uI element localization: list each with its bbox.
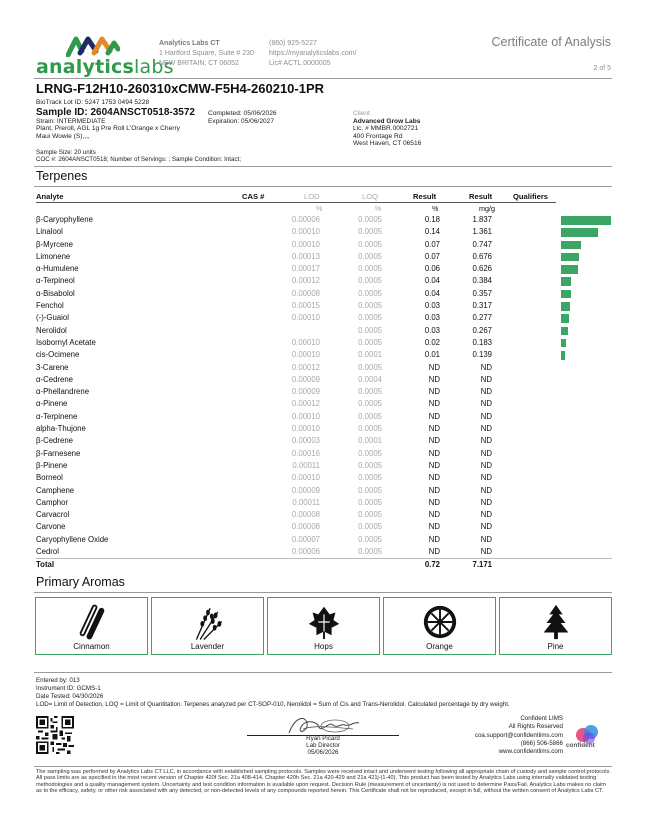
analyte-cell: β-Myrcene xyxy=(36,239,73,249)
result-pct-cell: 0.01 xyxy=(424,350,440,360)
lims-rights: All Rights Reserved xyxy=(508,723,563,731)
loq-cell: 0.0005 xyxy=(358,288,382,298)
result-pct-cell: ND xyxy=(428,448,440,458)
result-mg-cell: 0.277 xyxy=(472,313,492,323)
result-pct-cell: ND xyxy=(428,460,440,470)
aroma-card-orange xyxy=(383,597,496,655)
loq-cell: 0.0005 xyxy=(358,215,382,224)
sample-size-block xyxy=(36,149,241,163)
result-bar xyxy=(561,228,598,237)
analyte-cell: α-Terpineol xyxy=(36,276,75,286)
table-header xyxy=(36,192,612,202)
lab-info xyxy=(159,39,254,69)
lod-cell: 0.00006 xyxy=(291,215,320,224)
analyte-cell: 3-Carene xyxy=(36,362,69,372)
lab-address-2: NEW BRITAIN, CT 06052 xyxy=(159,60,239,67)
aroma-label: Pine xyxy=(547,642,564,651)
signer-block xyxy=(247,736,399,756)
table-row xyxy=(36,386,612,398)
aromas-divider xyxy=(34,592,612,593)
sample-dates xyxy=(208,110,277,125)
unit-result-pct: % xyxy=(432,204,439,213)
analyte-cell: Caryophyllene Oxide xyxy=(36,534,109,544)
loq-cell: 0.0005 xyxy=(358,227,382,237)
result-pct-cell: 0.07 xyxy=(424,239,440,249)
lod-cell: 0.00003 xyxy=(291,436,320,446)
lod-cell: 0.00007 xyxy=(291,534,320,544)
result-pct-cell: 0.03 xyxy=(424,301,440,311)
col-cas: CAS # xyxy=(242,192,265,201)
lod-cell: 0.00009 xyxy=(291,387,320,397)
result-bar xyxy=(561,253,579,262)
analyte-cell: β-Pinene xyxy=(36,460,68,470)
analyte-cell: Limonene xyxy=(36,251,71,261)
lims-website[interactable]: www.confidentlims.com xyxy=(498,748,563,756)
table-row xyxy=(36,460,612,472)
table-row xyxy=(36,251,612,263)
aroma-label: Hops xyxy=(314,642,333,651)
lab-contact xyxy=(269,39,357,69)
aroma-label: Cinnamon xyxy=(73,642,110,651)
lod-cell: 0.00009 xyxy=(291,485,320,495)
analyte-cell: α-Bisabolol xyxy=(36,288,75,298)
sample-size: Sample Size: 20 units xyxy=(36,149,96,156)
result-pct-cell: ND xyxy=(428,436,440,446)
pine-icon xyxy=(537,603,575,641)
table-total-row xyxy=(36,558,612,570)
lod-cell: 0.00006 xyxy=(291,547,320,557)
result-pct-cell: ND xyxy=(428,485,440,495)
lab-license: Lic# ACTL.0000005 xyxy=(269,60,331,67)
product-line-2: Maui Wowie (S),,,, xyxy=(36,132,90,140)
analyte-cell: cis-Ocimene xyxy=(36,350,80,360)
total-pct: 0.72 xyxy=(424,560,440,570)
table-row xyxy=(36,239,612,251)
date-tested: Date Tested: 04/30/2026 xyxy=(36,693,104,700)
terpenes-title: Terpenes xyxy=(36,169,88,183)
lims-email[interactable]: coa.support@confidentlims.com xyxy=(474,731,563,739)
lab-website[interactable]: https://myanalyticslabs.com/ xyxy=(269,50,357,57)
loq-cell: 0.0005 xyxy=(358,534,382,544)
result-pct-cell: ND xyxy=(428,411,440,421)
result-mg-cell: ND xyxy=(480,387,492,397)
result-mg-cell: 0.357 xyxy=(472,288,492,298)
client-label: Client xyxy=(353,110,370,117)
lod-cell: 0.00010 xyxy=(291,313,320,323)
loq-cell: 0.0005 xyxy=(358,497,382,507)
result-mg-cell: 0.139 xyxy=(472,350,492,360)
result-bar xyxy=(561,265,578,274)
cinnamon-icon xyxy=(73,603,111,641)
lod-cell: 0.00009 xyxy=(291,374,320,384)
result-bar xyxy=(561,277,571,286)
total-label: Total xyxy=(36,560,55,570)
result-pct-cell: 0.18 xyxy=(424,215,440,224)
expiration-date: Expiration: 05/06/2027 xyxy=(208,117,274,125)
loq-cell: 0.0005 xyxy=(358,411,382,421)
result-mg-cell: ND xyxy=(480,547,492,557)
table-row xyxy=(36,472,612,484)
result-pct-cell: ND xyxy=(428,522,440,532)
lod-cell: 0.00012 xyxy=(291,362,320,372)
result-mg-cell: 1.837 xyxy=(472,215,492,224)
result-pct-cell: ND xyxy=(428,473,440,483)
lod-cell: 0.00010 xyxy=(291,337,320,347)
loq-cell: 0.0005 xyxy=(358,362,382,372)
result-mg-cell: ND xyxy=(480,534,492,544)
col-result-pct: Result xyxy=(413,192,437,201)
qr-code[interactable] xyxy=(36,716,74,754)
terpenes-divider xyxy=(34,166,612,167)
header-divider xyxy=(34,78,612,79)
aromas-title: Primary Aromas xyxy=(36,575,125,589)
aroma-label: Orange xyxy=(426,642,453,651)
lod-cell: 0.00010 xyxy=(291,239,320,249)
result-bar xyxy=(561,302,570,311)
aroma-card-hops xyxy=(267,597,380,655)
completed-date: Completed: 05/06/2026 xyxy=(208,110,277,117)
analyte-cell: (-)-Guaiol xyxy=(36,313,69,323)
table-row xyxy=(36,288,612,300)
client-address-2: West Haven, CT 06516 xyxy=(353,140,422,148)
lims-phone: (866) 506-5866 xyxy=(520,739,563,747)
analyte-cell: Borneol xyxy=(36,473,63,483)
result-mg-cell: 0.626 xyxy=(472,264,492,274)
loq-cell: 0.0005 xyxy=(358,325,382,335)
lab-address-1: 1 Hartford Square, Suite # 230 xyxy=(159,50,254,57)
lab-phone: (860) 925-5227 xyxy=(269,40,317,47)
lod-cell: 0.00016 xyxy=(291,448,320,458)
loq-cell: 0.0001 xyxy=(358,350,382,360)
loq-cell: 0.0005 xyxy=(358,251,382,261)
loq-cell: 0.0005 xyxy=(358,276,382,286)
confident-logo-text: confident xyxy=(566,742,595,749)
sample-id: Sample ID: 2604ANSCT0518-3572 xyxy=(36,106,195,118)
signer-name: Ryan Picard xyxy=(306,735,340,742)
lab-name: Analytics Labs CT xyxy=(159,40,220,47)
lod-cell: 0.00011 xyxy=(292,460,320,470)
col-analyte: Analyte xyxy=(36,192,64,201)
aromas-row xyxy=(35,597,611,655)
col-qualifiers: Qualifiers xyxy=(513,192,549,201)
result-mg-cell: 0.317 xyxy=(472,301,492,311)
result-pct-cell: ND xyxy=(428,534,440,544)
analytics-labs-logo-text: analyticslabs xyxy=(36,56,174,78)
biotrack-lot-id: BioTrack Lot ID: 5247 1753 0494 5228 xyxy=(36,99,150,106)
loq-cell: 0.0005 xyxy=(358,301,382,311)
analyte-cell: Camphor xyxy=(36,497,69,507)
aroma-card-pine xyxy=(499,597,612,655)
result-pct-cell: 0.03 xyxy=(424,325,440,335)
analyte-cell: β-Farnesene xyxy=(36,448,81,458)
analyte-cell: α-Pinene xyxy=(36,399,68,409)
table-row xyxy=(36,337,612,349)
result-pct-cell: 0.04 xyxy=(424,276,440,286)
result-pct-cell: 0.02 xyxy=(424,337,440,347)
lod-cell: 0.00010 xyxy=(291,473,320,483)
lod-cell: 0.00010 xyxy=(291,350,320,360)
document-title: Certificate of Analysis xyxy=(491,35,611,49)
result-mg-cell: ND xyxy=(480,424,492,434)
result-mg-cell: ND xyxy=(480,436,492,446)
result-mg-cell: ND xyxy=(480,485,492,495)
lavender-icon xyxy=(189,603,227,641)
analyte-cell: α-Cedrene xyxy=(36,374,74,384)
table-row xyxy=(36,497,612,509)
result-pct-cell: 0.04 xyxy=(424,288,440,298)
loq-cell: 0.0005 xyxy=(358,399,382,409)
unit-loq: % xyxy=(375,204,382,213)
table-row xyxy=(36,214,612,226)
lod-cell: 0.00017 xyxy=(291,264,320,274)
loq-cell: 0.0005 xyxy=(358,547,382,557)
analyte-cell: Nerolidol xyxy=(36,325,67,335)
table-units xyxy=(36,204,612,214)
client-info xyxy=(353,110,421,148)
loq-cell: 0.0005 xyxy=(358,460,382,470)
sample-name: LRNG-F12H10-260310xCMW-F5H4-260210-1PR xyxy=(36,81,325,96)
unit-lod: % xyxy=(316,204,323,213)
lod-cell: 0.00008 xyxy=(291,288,320,298)
loq-cell: 0.0005 xyxy=(358,485,382,495)
terpenes-title-underline xyxy=(34,186,612,187)
result-mg-cell: 0.747 xyxy=(472,239,492,249)
table-row xyxy=(36,226,612,238)
page-number: 2 of 5 xyxy=(593,65,611,72)
loq-cell: 0.0005 xyxy=(358,448,382,458)
lod-cell: 0.00011 xyxy=(292,497,320,507)
result-pct-cell: ND xyxy=(428,510,440,520)
loq-cell: 0.0005 xyxy=(358,239,382,249)
result-bar xyxy=(561,241,581,250)
result-pct-cell: ND xyxy=(428,374,440,384)
result-pct-cell: 0.06 xyxy=(424,264,440,274)
result-bar xyxy=(561,327,568,336)
entered-by: Entered by: 013 xyxy=(36,677,80,684)
terpenes-table-body xyxy=(36,214,612,571)
col-lod: LOD xyxy=(304,192,320,201)
strain: Strain: INTERMEDIATE xyxy=(36,117,106,125)
result-pct-cell: ND xyxy=(428,497,440,507)
lod-cell: 0.00008 xyxy=(291,522,320,532)
table-header-line xyxy=(36,202,556,203)
analyte-cell: Camphene xyxy=(36,485,75,495)
result-pct-cell: 0.07 xyxy=(424,251,440,261)
signer-date: 05/06/2026 xyxy=(307,748,339,756)
lims-name: Confident LIMS xyxy=(520,715,563,722)
client-address-1: 400 Frontage Rd xyxy=(353,132,403,140)
lod-cell: 0.00013 xyxy=(291,251,320,261)
loq-cell: 0.0005 xyxy=(358,337,382,347)
col-result-mg: Result xyxy=(469,192,493,201)
result-pct-cell: ND xyxy=(428,387,440,397)
result-mg-cell: 1.361 xyxy=(472,227,492,237)
loq-cell: 0.0005 xyxy=(358,522,382,532)
result-mg-cell: 0.384 xyxy=(472,276,492,286)
result-bar xyxy=(561,216,611,225)
aroma-card-lavender xyxy=(151,597,264,655)
table-row xyxy=(36,521,612,533)
analyte-cell: Fenchol xyxy=(36,301,64,311)
total-mg: 7.171 xyxy=(472,560,492,570)
loq-cell: 0.0005 xyxy=(358,387,382,397)
loq-cell: 0.0005 xyxy=(358,313,382,323)
result-bar xyxy=(561,290,571,299)
lod-cell: 0.00012 xyxy=(291,276,320,286)
orange-icon xyxy=(421,603,459,641)
lod-cell: 0.00008 xyxy=(291,510,320,520)
table-row xyxy=(36,312,612,324)
analyte-cell: β-Cedrene xyxy=(36,436,73,446)
loq-cell: 0.0001 xyxy=(358,436,382,446)
result-mg-cell: ND xyxy=(480,399,492,409)
result-pct-cell: ND xyxy=(428,547,440,557)
analyte-cell: Carvone xyxy=(36,522,66,532)
sample-details xyxy=(36,99,195,140)
result-mg-cell: ND xyxy=(480,460,492,470)
analyte-cell: α-Terpinene xyxy=(36,411,78,421)
lims-contact xyxy=(475,715,563,756)
result-pct-cell: ND xyxy=(428,362,440,372)
aroma-label: Lavender xyxy=(190,642,225,651)
result-mg-cell: ND xyxy=(480,522,492,532)
result-mg-cell: ND xyxy=(480,497,492,507)
aroma-card-cinnamon xyxy=(35,597,148,655)
table-row xyxy=(36,448,612,460)
method-notes: LOD= Limit of Detection, LOQ = Limit of Quantitation. Terpenes analyzed per CT-SOP-010, Nerolidol = Sum of Cis and Trans-Nerolidol. Calculated percentage by dry weight. xyxy=(36,701,510,708)
table-row xyxy=(36,349,612,361)
hops-icon xyxy=(305,603,343,641)
analyte-cell: Linalool xyxy=(36,227,63,237)
lod-cell: 0.00015 xyxy=(291,301,320,311)
loq-cell: 0.0005 xyxy=(358,264,382,274)
table-row xyxy=(36,275,612,287)
result-mg-cell: ND xyxy=(480,448,492,458)
loq-cell: 0.0004 xyxy=(358,374,382,384)
client-name: Advanced Grow Labs xyxy=(353,117,421,125)
disclaimer-text: The sampling was performed by Analytics Labs CT LLC, in accordance with established sampling protocols. Samples were received intact and underwent testing following all appropriate chain of custody and sample control protocols. All pass limits are as specified in the most recent version of Chapter 420f Sec. 21a 408-414, Chapter 420h Sec. 21a 420-429 and 21a 421j-(1-40). This product has been tested by Analytics Labs using internally validated testing methodologies and a quality management system. Uncertainty and test condition information is available upon request. Decision Rule (measurement of uncertainty) is not used to determine Pass/Fail. Analytics Labs makes no claim as to the efficacy, safety, or other risk associated with any detected, or non-detected levels of any compounds reported herein. This Certificate shall not be reproduced, except in full, without the written consent of Analytics Labs CT. xyxy=(36,769,611,795)
footer-info xyxy=(36,677,510,709)
result-mg-cell: ND xyxy=(480,362,492,372)
result-mg-cell: ND xyxy=(480,473,492,483)
table-row xyxy=(36,411,612,423)
analyte-cell: α-Phellandrene xyxy=(36,387,90,397)
result-mg-cell: ND xyxy=(480,411,492,421)
client-license: Lic. # MMBR.0002721 xyxy=(353,125,419,133)
instrument-id: Instrument ID: GCMS-1 xyxy=(36,685,101,692)
table-row xyxy=(36,374,612,386)
lod-cell: 0.00010 xyxy=(291,424,320,434)
lod-cell: 0.00010 xyxy=(291,227,320,237)
analyte-cell: alpha-Thujone xyxy=(36,424,86,434)
result-mg-cell: ND xyxy=(480,374,492,384)
result-bar xyxy=(561,339,566,348)
lod-cell: 0.00012 xyxy=(291,399,320,409)
table-row xyxy=(36,534,612,546)
unit-result-mg: mg/g xyxy=(479,204,495,213)
result-pct-cell: 0.03 xyxy=(424,313,440,323)
result-bar xyxy=(561,314,569,323)
result-mg-cell: 0.183 xyxy=(472,337,492,347)
table-row xyxy=(36,509,612,521)
result-bar xyxy=(561,351,565,360)
analytics-labs-logo-mark xyxy=(66,33,120,57)
table-row xyxy=(36,362,612,374)
table-row xyxy=(36,263,612,275)
table-row xyxy=(36,325,612,337)
analyte-cell: α-Humulene xyxy=(36,264,79,274)
result-pct-cell: ND xyxy=(428,424,440,434)
table-row xyxy=(36,546,612,558)
product-line-1: Plant, Preroll, AGL 1g Pre Roll L'Orange x Cherry xyxy=(36,125,180,133)
loq-cell: 0.0005 xyxy=(358,510,382,520)
result-pct-cell: 0.14 xyxy=(424,227,440,237)
result-mg-cell: ND xyxy=(480,510,492,520)
result-mg-cell: 0.676 xyxy=(472,251,492,261)
table-row xyxy=(36,485,612,497)
result-pct-cell: ND xyxy=(428,399,440,409)
table-row xyxy=(36,435,612,447)
loq-cell: 0.0005 xyxy=(358,424,382,434)
table-row xyxy=(36,398,612,410)
col-loq: LOQ xyxy=(362,192,379,201)
loq-cell: 0.0005 xyxy=(358,473,382,483)
lod-cell: 0.00010 xyxy=(291,411,320,421)
table-row xyxy=(36,300,612,312)
coc-info: COC #: 2604ANSCT0518; Number of Servings: ; Sample Condition: Intact; xyxy=(36,156,241,164)
signer-title: Lab Director xyxy=(306,741,340,749)
table-row xyxy=(36,423,612,435)
disclaimer-divider xyxy=(34,766,612,767)
analyte-cell: Carvacrol xyxy=(36,510,70,520)
analyte-cell: Isobornyl Acetate xyxy=(36,337,96,347)
analyte-cell: Cedrol xyxy=(36,547,59,557)
analyte-cell: β-Caryophyllene xyxy=(36,215,93,224)
result-mg-cell: 0.267 xyxy=(472,325,492,335)
